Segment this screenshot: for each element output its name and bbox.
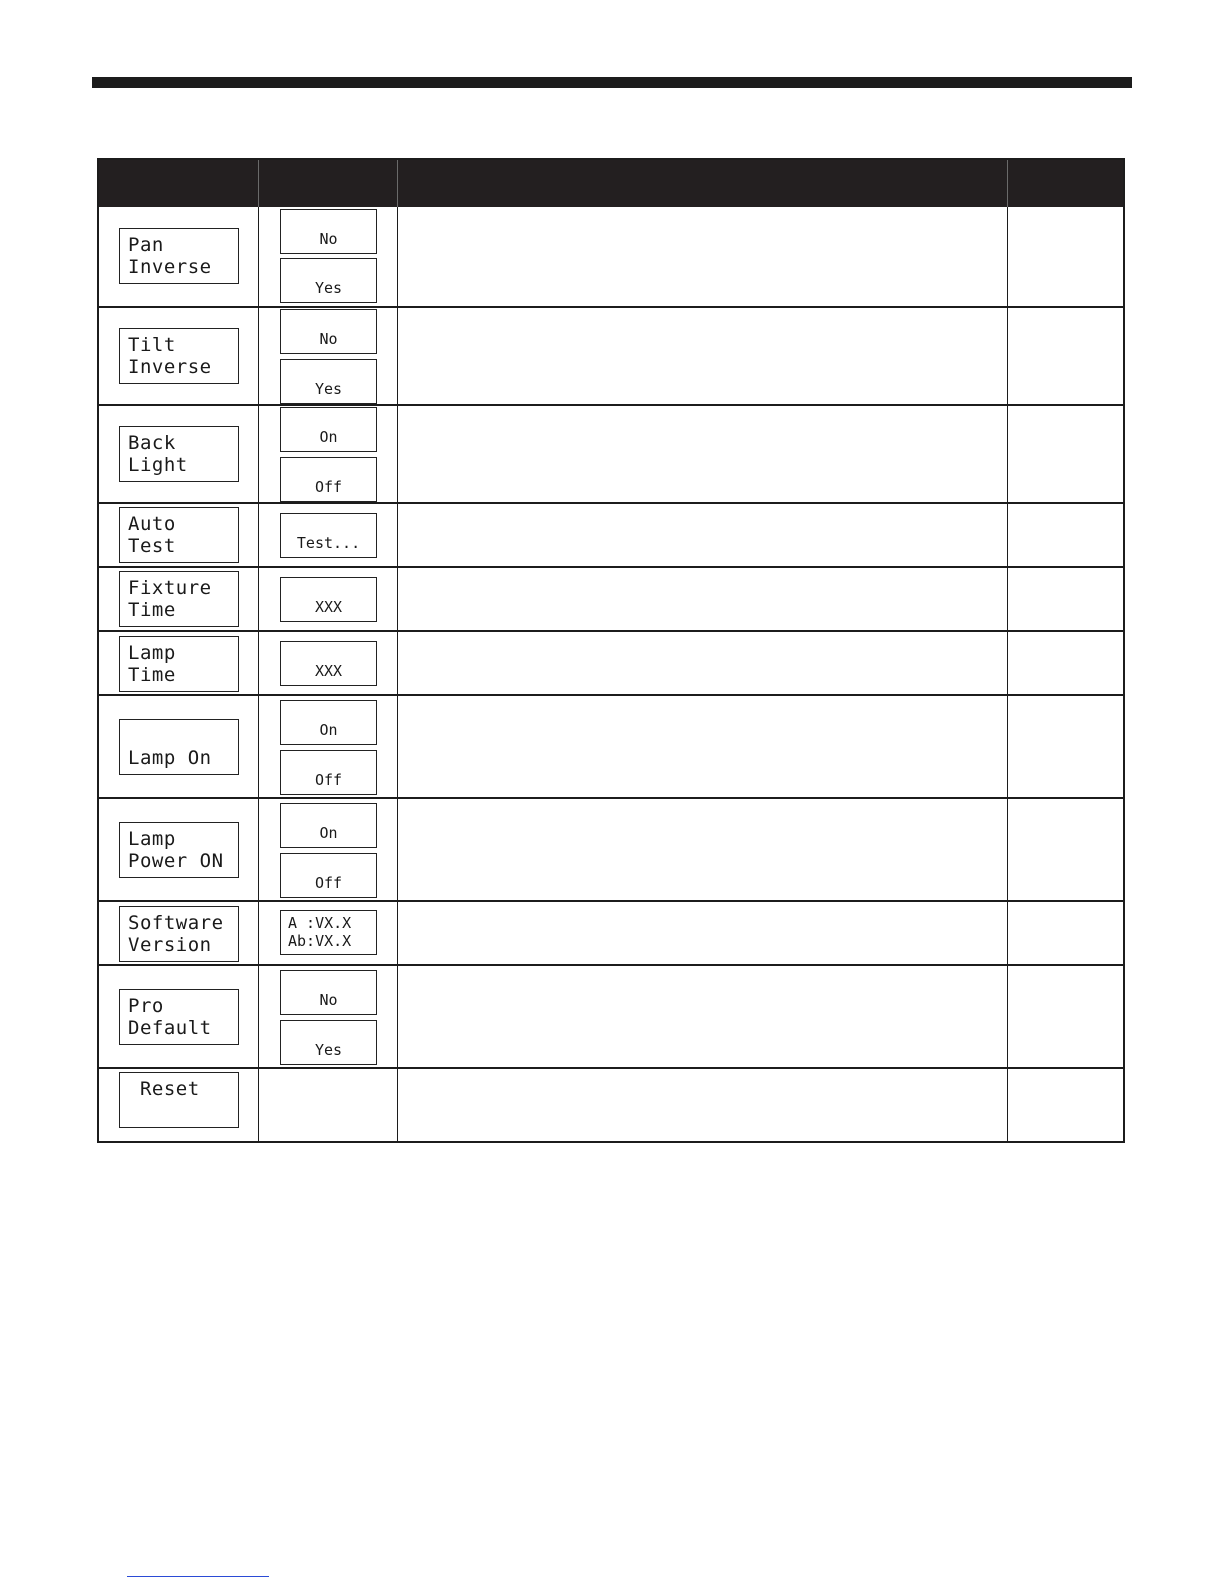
column-divider (1007, 207, 1008, 1141)
option-lamp-power-off[interactable] (280, 853, 377, 898)
option-tilt-inverse-no[interactable] (280, 309, 377, 354)
lcd-label-lamp-on: Lamp On (119, 719, 239, 775)
option-lamp-time (280, 641, 377, 686)
option-text: No (319, 230, 338, 248)
option-text: On (319, 428, 338, 446)
row-divider (99, 694, 1123, 696)
option-auto-test[interactable] (280, 513, 377, 558)
option-text: Yes (314, 380, 343, 398)
option-back-light-off[interactable] (280, 457, 377, 502)
option-text: Yes (314, 1041, 343, 1059)
option-tilt-inverse-yes[interactable] (280, 359, 377, 404)
row-divider (99, 502, 1123, 504)
lcd-label-lamp-time: Lamp Time (119, 636, 239, 692)
option-lamp-on-on[interactable] (280, 700, 377, 745)
row-divider (99, 566, 1123, 568)
row-divider (99, 404, 1123, 406)
option-text: No (319, 991, 338, 1009)
lcd-label-tilt-inverse: Tilt Inverse (119, 328, 239, 384)
footer-link-underline[interactable] (127, 1576, 269, 1577)
option-text: XXX (314, 662, 343, 680)
option-pan-inverse-yes[interactable] (280, 258, 377, 303)
option-text: No (319, 330, 338, 348)
option-text: On (319, 824, 338, 842)
option-text: Yes (314, 279, 343, 297)
option-pro-default-no[interactable] (280, 970, 377, 1015)
lcd-label-pro-default: Pro Default (119, 989, 239, 1045)
option-lamp-on-off[interactable] (280, 750, 377, 795)
row-divider (99, 797, 1123, 799)
lcd-label-back-light: Back Light (119, 426, 239, 482)
lcd-label-reset: Reset (119, 1072, 239, 1128)
option-text: XXX (314, 598, 343, 616)
lcd-label-auto-test: Auto Test (119, 507, 239, 563)
header-divider (397, 160, 398, 207)
row-divider (99, 900, 1123, 902)
option-text: On (319, 721, 338, 739)
option-text: Test... (296, 534, 361, 552)
header-divider (258, 160, 259, 207)
row-divider (99, 630, 1123, 632)
table-header (99, 160, 1123, 207)
row-divider (99, 1067, 1123, 1069)
lcd-label-pan-inverse: Pan Inverse (119, 228, 239, 284)
row-divider (99, 964, 1123, 966)
lcd-label-lamp-power-on: Lamp Power ON (119, 822, 239, 878)
column-divider (258, 207, 259, 1141)
column-divider (397, 207, 398, 1141)
header-divider (1007, 160, 1008, 207)
option-text: Off (314, 874, 343, 892)
option-text: Off (314, 771, 343, 789)
option-pan-inverse-no[interactable] (280, 209, 377, 254)
option-back-light-on[interactable] (280, 407, 377, 452)
option-text: Off (314, 478, 343, 496)
top-rule (92, 77, 1132, 88)
option-software-version: A :VX.X Ab:VX.X (280, 910, 377, 955)
row-divider (99, 306, 1123, 308)
option-pro-default-yes[interactable] (280, 1020, 377, 1065)
lcd-label-software-version: Software Version (119, 906, 239, 962)
option-lamp-power-on[interactable] (280, 803, 377, 848)
option-fixture-time (280, 577, 377, 622)
lcd-label-fixture-time: Fixture Time (119, 571, 239, 627)
menu-table (97, 158, 1125, 1143)
